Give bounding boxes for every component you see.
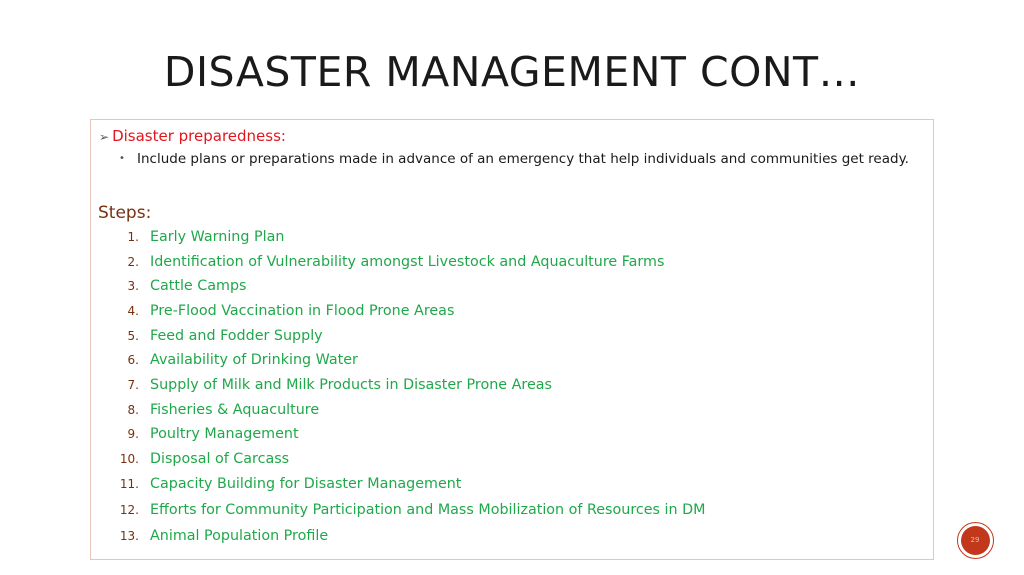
step-number: 8. (127, 403, 139, 417)
step-number: 10. (119, 452, 139, 466)
step-number: 3. (127, 279, 139, 293)
step-label: Supply of Milk and Milk Products in Disaster Prone Areas (150, 377, 552, 393)
step-item (91, 276, 791, 296)
arrow-bullet-icon: ➢ (99, 130, 110, 144)
step-label: Poultry Management (150, 426, 299, 442)
step-label: Availability of Drinking Water (150, 352, 358, 368)
slide-title: DISASTER MANAGEMENT CONT… (163, 48, 861, 96)
step-item (91, 301, 791, 321)
step-number: 12. (119, 503, 139, 517)
step-label: Early Warning Plan (150, 229, 285, 245)
step-label: Capacity Building for Disaster Management (150, 476, 462, 492)
step-label: Animal Population Profile (150, 528, 329, 544)
step-label: Disposal of Carcass (150, 451, 290, 467)
step-label: Feed and Fodder Supply (150, 328, 323, 344)
preparedness-description: Include plans or preparations made in advance of an emergency that help individuals and communities get ready. (137, 151, 909, 167)
step-number: 9. (127, 427, 139, 441)
step-item (91, 526, 791, 546)
step-item (91, 326, 791, 346)
step-number: 13. (119, 529, 139, 543)
preparedness-heading-row (99, 126, 286, 147)
page-number-badge (957, 522, 994, 559)
step-item (91, 227, 791, 247)
step-number: 6. (127, 353, 139, 367)
steps-heading: Steps: (98, 203, 152, 223)
step-label: Pre-Flood Vaccination in Flood Prone Areas (150, 303, 455, 319)
content-box (90, 119, 934, 560)
step-item (91, 449, 791, 469)
step-label: Identification of Vulnerability amongst Livestock and Aquaculture Farms (150, 254, 665, 270)
step-number: 5. (127, 329, 139, 343)
step-number: 1. (127, 230, 139, 244)
step-item (91, 500, 791, 520)
preparedness-heading: Disaster preparedness: (112, 127, 286, 145)
step-item (91, 350, 791, 370)
step-item (91, 474, 791, 494)
step-number: 7. (127, 378, 139, 392)
step-label: Cattle Camps (150, 278, 247, 294)
preparedness-description-row (119, 150, 927, 168)
dot-bullet-icon: • (119, 153, 125, 164)
step-item (91, 400, 791, 420)
step-number: 11. (119, 477, 139, 491)
step-item (91, 375, 791, 395)
step-number: 4. (127, 304, 139, 318)
step-item (91, 252, 791, 272)
step-label: Fisheries & Aquaculture (150, 402, 320, 418)
step-number: 2. (127, 255, 139, 269)
page-number: 29 (961, 526, 990, 555)
step-label: Efforts for Community Participation and Mass Mobilization of Resources in DM (150, 502, 706, 518)
step-item (91, 424, 791, 444)
